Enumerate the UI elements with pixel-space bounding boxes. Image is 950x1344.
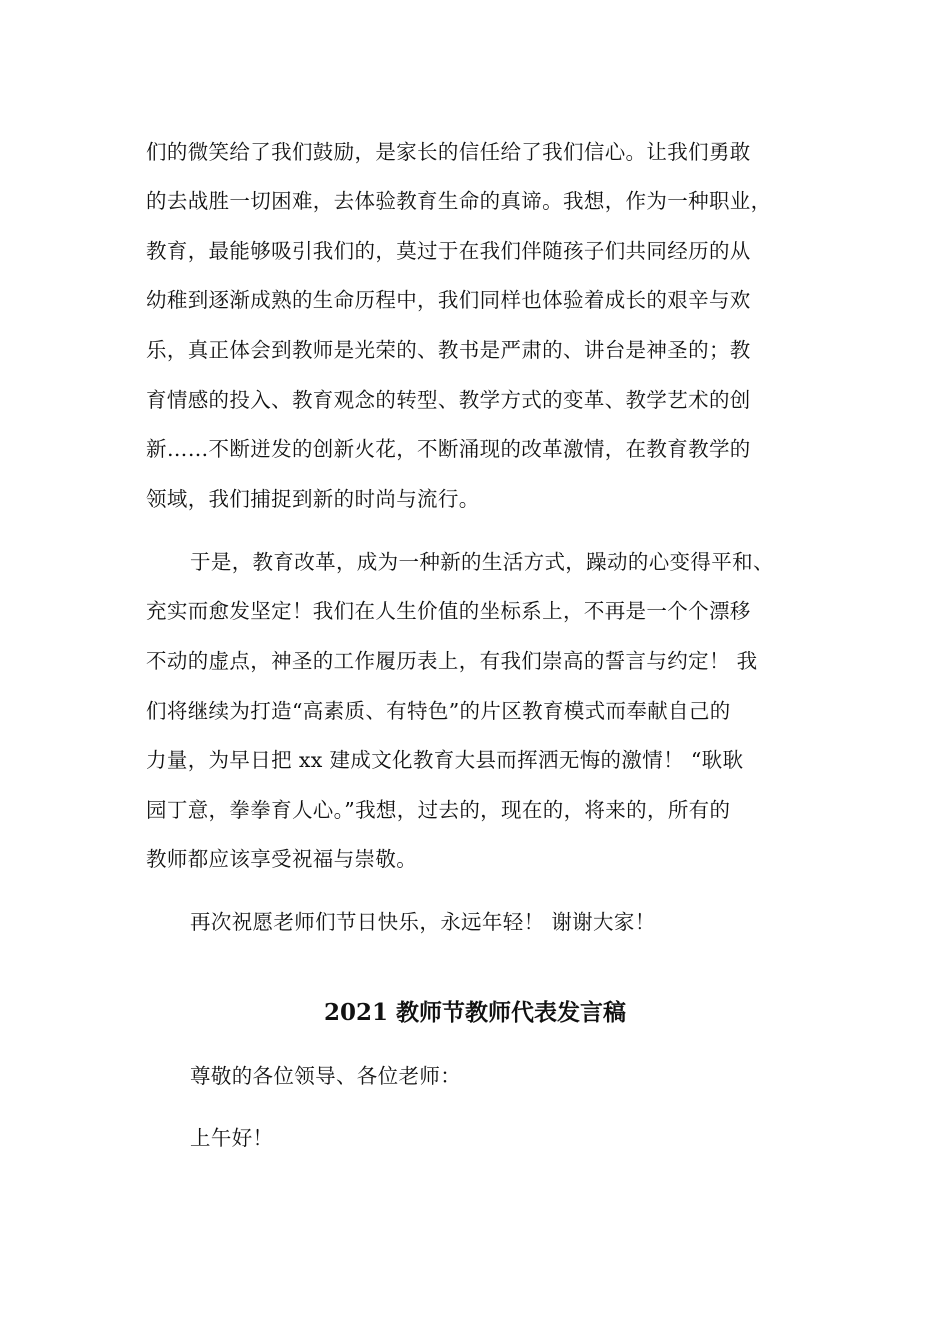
- paragraph-line: 充实而愈发坚定！我们在人生价值的坐标系上，不再是一个个漂移: [146, 599, 751, 623]
- paragraph-line: 不动的虚点，神圣的工作履历表上，有我们崇高的誓言与约定！ 我: [146, 649, 758, 673]
- salutation: 尊敬的各位领导、各位老师：: [190, 1064, 462, 1088]
- paragraph-line: 育情感的投入、教育观念的转型、教学方式的变革、教学艺术的创: [146, 388, 751, 412]
- section-title: 2021 教师节教师代表发言稿: [323, 999, 627, 1026]
- paragraph-line: 乐，真正体会到教师是光荣的、教书是严肃的、讲台是神圣的；教: [146, 338, 751, 362]
- paragraph-line: 教师都应该享受祝福与崇敬。: [146, 847, 418, 871]
- paragraph-line: 教育，最能够吸引我们的，莫过于在我们伴随孩子们共同经历的从: [146, 239, 751, 263]
- paragraph-line: 园丁意，拳拳育人心。”我想，过去的，现在的，将来的，所有的: [146, 798, 731, 822]
- paragraph-line: 力量，为早日把 xx 建成文化教育大县而挥洒无悔的激情！ “耿耿: [146, 748, 744, 772]
- paragraph-line: 的去战胜一切困难，去体验教育生命的真谛。我想，作为一种职业，: [146, 189, 772, 213]
- paragraph-line: 们的微笑给了我们鼓励，是家长的信任给了我们信心。让我们勇敢: [146, 140, 751, 164]
- paragraph-line: 于是，教育改革，成为一种新的生活方式，躁动的心变得平和、: [190, 550, 774, 574]
- paragraph-line: 们将继续为打造“高素质、有特色”的片区教育模式而奉献自己的: [146, 699, 731, 723]
- paragraph-line: 领域，我们捕捉到新的时尚与流行。: [146, 487, 480, 511]
- paragraph-line: 幼稚到逐渐成熟的生命历程中，我们同样也体验着成长的艰辛与欢: [146, 288, 751, 312]
- paragraph-line: 新……不断迸发的创新火花，不断涌现的改革激情，在教育教学的: [146, 437, 751, 461]
- greeting: 上午好！: [190, 1126, 274, 1150]
- closing-line: 再次祝愿老师们节日快乐，永远年轻！ 谢谢大家！: [190, 910, 656, 934]
